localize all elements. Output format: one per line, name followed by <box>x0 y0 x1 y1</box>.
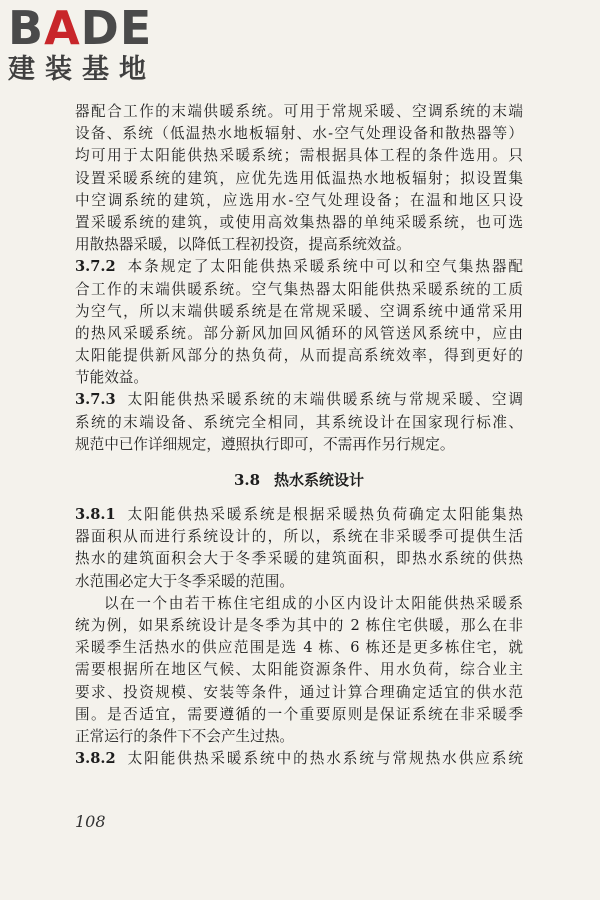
text-line: 置采暖系统的建筑，或使用高效集热器的单纯采暖系统，也可选 <box>75 213 523 231</box>
logo-letter-b: B <box>8 1 45 55</box>
logo-subtitle: 建装基地 <box>8 54 156 85</box>
text-line: 规范中已作详细规定，遵照执行即可，不需再作另行规定。 <box>75 435 455 453</box>
clause-number: 3.7.2 <box>75 258 116 276</box>
document-body <box>75 101 523 770</box>
paragraph-example <box>75 593 523 748</box>
text-line <box>75 256 523 278</box>
clause-number: 3.8.1 <box>75 506 116 523</box>
clause-text: 太阳能供热采暖系统的末端供暖系统与常规采暖、空调 <box>125 391 523 409</box>
text-line: 节能效益。 <box>75 369 148 387</box>
text-line <box>75 748 523 770</box>
text-line: 均可用于太阳能供热采暖系统；需根据具体工程的条件选用。只 <box>75 147 523 165</box>
text-line: 为空气，所以末端供暖系统是在常规采暖、空调系统中通常采用 <box>75 302 523 320</box>
clause-text: 本条规定了太阳能供热采暖系统中可以和空气集热器配 <box>125 258 523 276</box>
page-number: 108 <box>75 812 106 831</box>
clause-3-8-1 <box>75 504 523 593</box>
text-line: 统为例，如果系统设计是冬季为其中的 2 栋住宅供暖，那么在非 <box>75 616 523 634</box>
text-line: 的热风采暖系统。部分新风加回风循环的风管送风系统中，应由 <box>75 324 523 342</box>
clause-number: 3.7.3 <box>75 391 116 409</box>
section-number: 3.8 <box>233 471 261 489</box>
text-line: 围。是否适宜，需要遵循的一个重要原则是保证系统在非采暖季 <box>75 705 523 723</box>
text-line: 采暖季生活热水的供应范围是选 4 栋、6 栋还是更多栋住宅，就 <box>75 639 523 657</box>
section-title: 热水系统设计 <box>274 471 365 489</box>
clause-3-7-3 <box>75 389 523 456</box>
text-line: 以在一个由若干栋住宅组成的小区内设计太阳能供热采暖系 <box>104 594 523 612</box>
clause-text: 太阳能供热采暖系统是根据采暖热负荷确定太阳能集热 <box>125 506 523 523</box>
text-line: 设置采暖系统的建筑，应优先选用低温热水地板辐射；拟设置集 <box>75 169 523 187</box>
text-line: 需要根据所在地区气候、太阳能资源条件、用水负荷，综合业主 <box>75 661 523 679</box>
section-heading <box>75 460 523 500</box>
text-line: 用散热器采暖，以降低工程初投资，提高系统效益。 <box>75 236 411 254</box>
text-line <box>75 389 523 411</box>
text-line: 合工作的末端供暖系统。空气集热器太阳能供热采暖系统的工质 <box>75 280 523 298</box>
text-line: 热水的建筑面积会大于冬季采暖的建筑面积，即热水系统的供热 <box>75 550 523 568</box>
clause-3-8-2 <box>75 748 523 770</box>
text-line: 中空调系统的建筑，应选用水-空气处理设备；在温和地区只设 <box>75 191 523 209</box>
text-line: 水范围必定大于冬季采暖的范围。 <box>75 572 294 590</box>
logo-letters-de: DE <box>80 1 153 55</box>
logo-letter-a: A <box>44 1 81 55</box>
text-line: 系统的末端设备、系统完全相同，其系统设计在国家现行标准、 <box>75 413 523 431</box>
clause-3-7-2 <box>75 256 523 389</box>
paragraph-continuation <box>75 101 523 256</box>
clause-text: 太阳能供热采暖系统中的热水系统与常规热水供应系统 <box>125 750 523 768</box>
text-line: 正常运行的条件下不会产生过热。 <box>75 727 294 745</box>
text-line: 设备、系统（低温热水地板辐射、水-空气处理设备和散热器等） <box>75 125 523 143</box>
logo-wordmark <box>8 1 178 55</box>
text-line: 器面积从而进行系统设计的，所以，系统在非采暖季可提供生活 <box>75 528 523 546</box>
text-line <box>75 504 523 526</box>
bade-logo <box>8 1 178 90</box>
text-line: 太阳能提供新风部分的热负荷，从而提高系统效率，得到更好的 <box>75 347 523 365</box>
text-line: 要求、投资规模、安装等条件，通过计算合理确定适宜的供水范 <box>75 683 523 701</box>
clause-number: 3.8.2 <box>75 750 116 768</box>
text-line: 器配合工作的末端供暖系统。可用于常规采暖、空调系统的末端 <box>75 103 523 120</box>
